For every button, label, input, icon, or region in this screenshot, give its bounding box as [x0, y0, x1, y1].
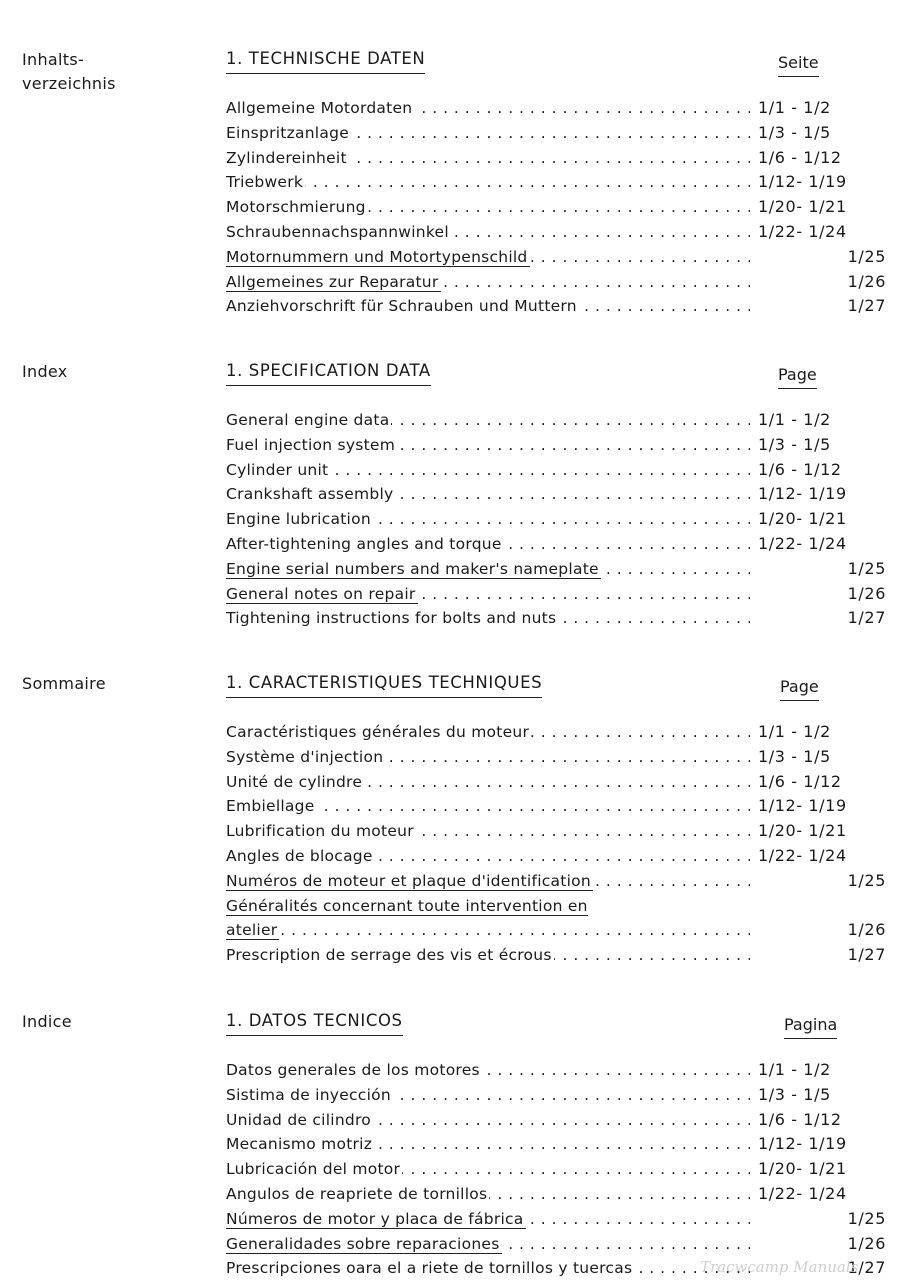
toc-entry[interactable]	[226, 408, 886, 433]
toc-entry[interactable]	[226, 146, 886, 171]
entry-pages: 1/26	[847, 919, 886, 939]
entry-pages: 1/22- 1/24	[758, 533, 847, 553]
entry-title: Motorschmierung	[226, 198, 366, 217]
side-label	[22, 1010, 72, 1034]
toc-entry[interactable]	[226, 1132, 886, 1157]
entry-pages: 1/1 - 1/2	[758, 722, 831, 741]
side-label	[22, 360, 68, 384]
entry-title: Motornummern und Motortypenschild	[226, 247, 528, 266]
entry-pages: 1/25	[847, 870, 886, 890]
toc-entry[interactable]	[226, 482, 886, 507]
side-label	[22, 48, 116, 96]
entry-title: Engine lubrication	[226, 510, 371, 529]
entry-pages: 1/12- 1/19	[758, 796, 847, 816]
entry-title: Angles de blocage	[226, 846, 373, 865]
toc-entry[interactable]	[226, 170, 886, 195]
entry-title: Zylindereinheit	[226, 148, 347, 167]
entry-pages: 1/12- 1/19	[758, 484, 847, 504]
entry-pages: 1/6 - 1/12	[758, 771, 842, 791]
toc-entry[interactable]	[226, 894, 886, 943]
section-heading: 1. DATOS TECNICOS	[226, 1010, 403, 1036]
entry-pages: 1/27	[847, 944, 886, 964]
toc-entry[interactable]	[226, 532, 886, 557]
entry-pages: 1/25	[847, 558, 886, 578]
entry-pages: 1/20- 1/21	[758, 1159, 847, 1179]
entry-title: Mecanismo motriz	[226, 1135, 373, 1154]
toc-entry[interactable]	[226, 195, 886, 220]
entry-title: Generalidades sobre reparaciones	[226, 1234, 500, 1253]
entry-pages: 1/3 - 1/5	[758, 1084, 831, 1104]
side-label-line: Indice	[22, 1012, 72, 1031]
entry-title: atelier	[226, 920, 278, 939]
entry-title: Einspritzanlage	[226, 123, 349, 142]
toc-entry[interactable]	[226, 770, 886, 795]
section-heading: 1. SPECIFICATION DATA	[226, 360, 431, 386]
toc-entry[interactable]	[226, 433, 886, 458]
entry-pages: 1/20- 1/21	[758, 509, 847, 529]
toc-entry[interactable]	[226, 220, 886, 245]
entry-title: Triebwerk	[226, 173, 304, 192]
entry-title: Prescription de serrage des vis et écrous	[226, 945, 552, 964]
toc-entry[interactable]	[226, 96, 886, 121]
toc-entry[interactable]	[226, 270, 886, 295]
toc-entry[interactable]	[226, 557, 886, 582]
entry-pages: 1/3 - 1/5	[758, 122, 831, 142]
entry-title: Cylinder unit	[226, 460, 329, 479]
entry-title: Anziehvorschrift für Schrauben und Muttern	[226, 297, 577, 316]
toc-entry[interactable]	[226, 1058, 886, 1083]
toc-entry[interactable]	[226, 943, 886, 968]
page-column-label: Seite	[778, 52, 819, 77]
entry-title: Lubrification du moteur	[226, 822, 414, 841]
toc-entry[interactable]	[226, 582, 886, 607]
entry-title-line1: Généralités concernant toute intervention en	[226, 896, 588, 915]
watermark: Tracwcamp Manuals	[700, 1258, 859, 1276]
entry-title: Système d'injection	[226, 747, 384, 766]
entry-pages: 1/20- 1/21	[758, 821, 847, 841]
toc-entry[interactable]	[226, 1083, 886, 1108]
entry-title: Schraubennachspannwinkel	[226, 222, 449, 241]
entry-title: General notes on repair	[226, 584, 416, 603]
toc-entry[interactable]	[226, 507, 886, 532]
entry-pages: 1/6 - 1/12	[758, 147, 842, 167]
toc-entry[interactable]	[226, 294, 886, 319]
entry-pages: 1/12- 1/19	[758, 1134, 847, 1154]
entry-pages: 1/1 - 1/2	[758, 410, 831, 429]
entry-title: Numéros de moteur et plaque d'identification	[226, 871, 591, 890]
entry-pages: 1/27	[847, 608, 886, 628]
entry-pages: 1/3 - 1/5	[758, 434, 831, 454]
entry-pages: 1/26	[847, 583, 886, 603]
entry-title: Caractéristiques générales du moteur	[226, 723, 530, 741]
entry-pages: 1/26	[847, 271, 886, 291]
toc-entries	[226, 720, 886, 967]
entry-pages: 1/26	[847, 1233, 886, 1253]
side-label-line: verzeichnis	[22, 74, 116, 93]
toc-entry[interactable]	[226, 745, 886, 770]
entry-title: After-tightening angles and torque	[226, 534, 502, 553]
toc-entry[interactable]	[226, 458, 886, 483]
entry-title: Unidad de cilindro	[226, 1110, 371, 1129]
entry-pages: 1/27	[847, 296, 886, 316]
entry-title: Allgemeine Motordaten	[226, 99, 413, 117]
entry-pages: 1/20- 1/21	[758, 197, 847, 217]
toc-entries	[226, 1058, 886, 1281]
entry-title: Allgemeines zur Reparatur	[226, 272, 439, 291]
toc-entry[interactable]	[226, 1108, 886, 1133]
entry-title: Unité de cylindre	[226, 772, 363, 791]
toc-entry[interactable]	[226, 869, 886, 894]
page-column-label: Page	[778, 364, 817, 389]
toc-entry[interactable]	[226, 844, 886, 869]
entry-title: Números de motor y placa de fábrica	[226, 1209, 524, 1228]
toc-entry[interactable]	[226, 1182, 886, 1207]
entry-title: Engine serial numbers and maker's nameplate	[226, 559, 599, 578]
entry-title: Sistima de inyección	[226, 1085, 391, 1104]
entry-title: Prescripciones oara el a riete de tornillos y tuercas	[226, 1259, 633, 1278]
toc-entry[interactable]	[226, 1232, 886, 1257]
entry-title: Crankshaft assembly	[226, 485, 394, 504]
entry-pages: 1/22- 1/24	[758, 845, 847, 865]
section-heading: 1. CARACTERISTIQUES TECHNIQUES	[226, 672, 542, 698]
entry-title: Angulos de reapriete de tornillos	[226, 1184, 488, 1203]
toc-entry[interactable]	[226, 794, 886, 819]
toc-entry[interactable]	[226, 1157, 886, 1182]
toc-entries	[226, 96, 886, 319]
entry-pages: 1/27	[847, 1258, 886, 1278]
entry-title: Lubricación del motor	[226, 1160, 401, 1179]
entry-pages: 1/1 - 1/2	[758, 98, 831, 117]
toc-entry[interactable]	[226, 606, 886, 631]
toc-entry[interactable]	[226, 245, 886, 270]
entry-pages: 1/22- 1/24	[758, 1183, 847, 1203]
side-label-line: Inhalts-	[22, 50, 85, 69]
entry-pages: 1/22- 1/24	[758, 221, 847, 241]
toc-entry[interactable]	[226, 720, 886, 745]
toc-entry[interactable]	[226, 1207, 886, 1232]
side-label-line: Index	[22, 362, 68, 381]
toc-entries	[226, 408, 886, 631]
side-label	[22, 672, 106, 696]
entry-pages: 1/1 - 1/2	[758, 1060, 831, 1079]
entry-pages: 1/6 - 1/12	[758, 459, 842, 479]
section-heading: 1. TECHNISCHE DATEN	[226, 48, 425, 74]
page-column-label: Pagina	[784, 1014, 837, 1039]
entry-title: Tightening instructions for bolts and nuts	[226, 609, 557, 628]
page-column-label: Page	[780, 676, 819, 701]
entry-title: Datos generales de los motores	[226, 1061, 480, 1079]
entry-pages: 1/25	[847, 1208, 886, 1228]
side-label-line: Sommaire	[22, 674, 106, 693]
entry-pages: 1/25	[847, 246, 886, 266]
entry-pages: 1/12- 1/19	[758, 172, 847, 192]
toc-entry[interactable]	[226, 121, 886, 146]
entry-title: Fuel injection system	[226, 435, 396, 454]
toc-entry[interactable]	[226, 819, 886, 844]
entry-title: General engine data	[226, 411, 390, 429]
entry-pages: 1/3 - 1/5	[758, 746, 831, 766]
entry-pages: 1/6 - 1/12	[758, 1109, 842, 1129]
entry-title: Embiellage	[226, 797, 315, 816]
